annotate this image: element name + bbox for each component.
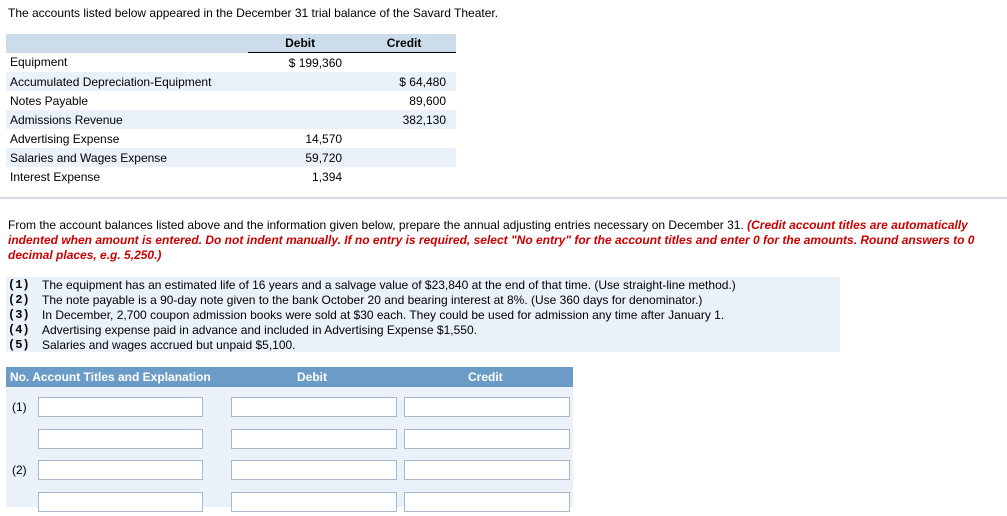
tb-account: Interest Expense <box>6 167 248 186</box>
list-item <box>6 337 840 352</box>
table-row <box>6 72 456 91</box>
tb-account: Advertising Expense <box>6 129 248 148</box>
tb-credit: 89,600 <box>352 91 456 110</box>
tb-credit <box>352 129 456 148</box>
tb-header-account <box>6 34 248 53</box>
list-item <box>6 322 840 337</box>
journal-entry-form <box>6 387 573 507</box>
intro-text: The accounts listed below appeared in the December 31 trial balance of the Savard Theater. <box>8 6 499 20</box>
tb-credit <box>352 148 456 167</box>
credit-input[interactable] <box>404 492 570 512</box>
info-number: (2) <box>6 292 40 307</box>
entry-number: (2) <box>12 463 27 477</box>
tb-debit <box>248 72 352 91</box>
trial-balance-table <box>6 34 456 186</box>
tb-credit <box>352 53 456 73</box>
table-row <box>6 148 456 167</box>
info-text: In December, 2,700 coupon admission books were sold at $30 each. They could be used for admission any time after January 1. <box>40 307 840 322</box>
list-item <box>6 292 840 307</box>
info-number: (4) <box>6 322 40 337</box>
account-title-input[interactable] <box>38 429 203 449</box>
info-text: Advertising expense paid in advance and included in Advertising Expense $1,550. <box>40 322 840 337</box>
info-text: Salaries and wages accrued but unpaid $5,100. <box>40 337 840 352</box>
journal-row <box>6 492 573 516</box>
entry-number: (1) <box>12 400 27 414</box>
table-row <box>6 53 456 73</box>
tb-credit: 382,130 <box>352 110 456 129</box>
tb-credit: $ 64,480 <box>352 72 456 91</box>
debit-input[interactable] <box>231 460 397 480</box>
section-divider <box>0 197 1007 199</box>
info-number: (5) <box>6 337 40 352</box>
journal-header-debit: Debit <box>297 370 327 384</box>
tb-debit: 1,394 <box>248 167 352 186</box>
tb-account: Notes Payable <box>6 91 248 110</box>
journal-header-title: No. Account Titles and Explanation <box>10 370 211 384</box>
list-item <box>6 277 840 292</box>
account-title-input[interactable] <box>38 492 203 512</box>
instructions-emphasis: (Credit account titles are automatically indented when amount is entered. Do not indent manually. If no entry is required, select "No entry" for the account titles and enter 0 for the amounts. Round answers to 0 decimal places, e.g. 5,250.) <box>8 218 975 262</box>
instructions <box>8 218 998 263</box>
tb-credit <box>352 167 456 186</box>
credit-input[interactable] <box>404 460 570 480</box>
journal-row <box>6 460 573 484</box>
info-text: The note payable is a 90-day note given to the bank October 20 and bearing interest at 8%. (Use 360 days for denominator.) <box>40 292 840 307</box>
info-text: The equipment has an estimated life of 16 years and a salvage value of $23,840 at the end of that time. (Use straight-line method.) <box>40 277 840 292</box>
credit-input[interactable] <box>404 397 570 417</box>
journal-row <box>6 397 573 421</box>
account-title-input[interactable] <box>38 460 203 480</box>
info-number: (1) <box>6 277 40 292</box>
tb-header-debit: Debit <box>248 34 352 53</box>
table-row <box>6 167 456 186</box>
debit-input[interactable] <box>231 429 397 449</box>
list-item <box>6 307 840 322</box>
tb-account: Salaries and Wages Expense <box>6 148 248 167</box>
credit-input[interactable] <box>404 429 570 449</box>
debit-input[interactable] <box>231 492 397 512</box>
tb-debit <box>248 110 352 129</box>
tb-account: Equipment <box>6 53 248 73</box>
journal-header <box>6 367 573 387</box>
table-row <box>6 129 456 148</box>
tb-debit: 14,570 <box>248 129 352 148</box>
tb-debit: 59,720 <box>248 148 352 167</box>
journal-header-credit: Credit <box>468 370 503 384</box>
instructions-text: From the account balances listed above and the information given below, prepare the annual adjusting entries necessary on December 31. <box>8 218 748 232</box>
tb-account: Accumulated Depreciation-Equipment <box>6 72 248 91</box>
tb-header-credit: Credit <box>352 34 456 53</box>
debit-input[interactable] <box>231 397 397 417</box>
table-row <box>6 110 456 129</box>
journal-row <box>6 429 573 453</box>
table-row <box>6 91 456 110</box>
info-number: (3) <box>6 307 40 322</box>
tb-debit <box>248 91 352 110</box>
tb-account: Admissions Revenue <box>6 110 248 129</box>
account-title-input[interactable] <box>38 397 203 417</box>
info-list <box>6 277 840 352</box>
tb-debit: $ 199,360 <box>248 53 352 73</box>
